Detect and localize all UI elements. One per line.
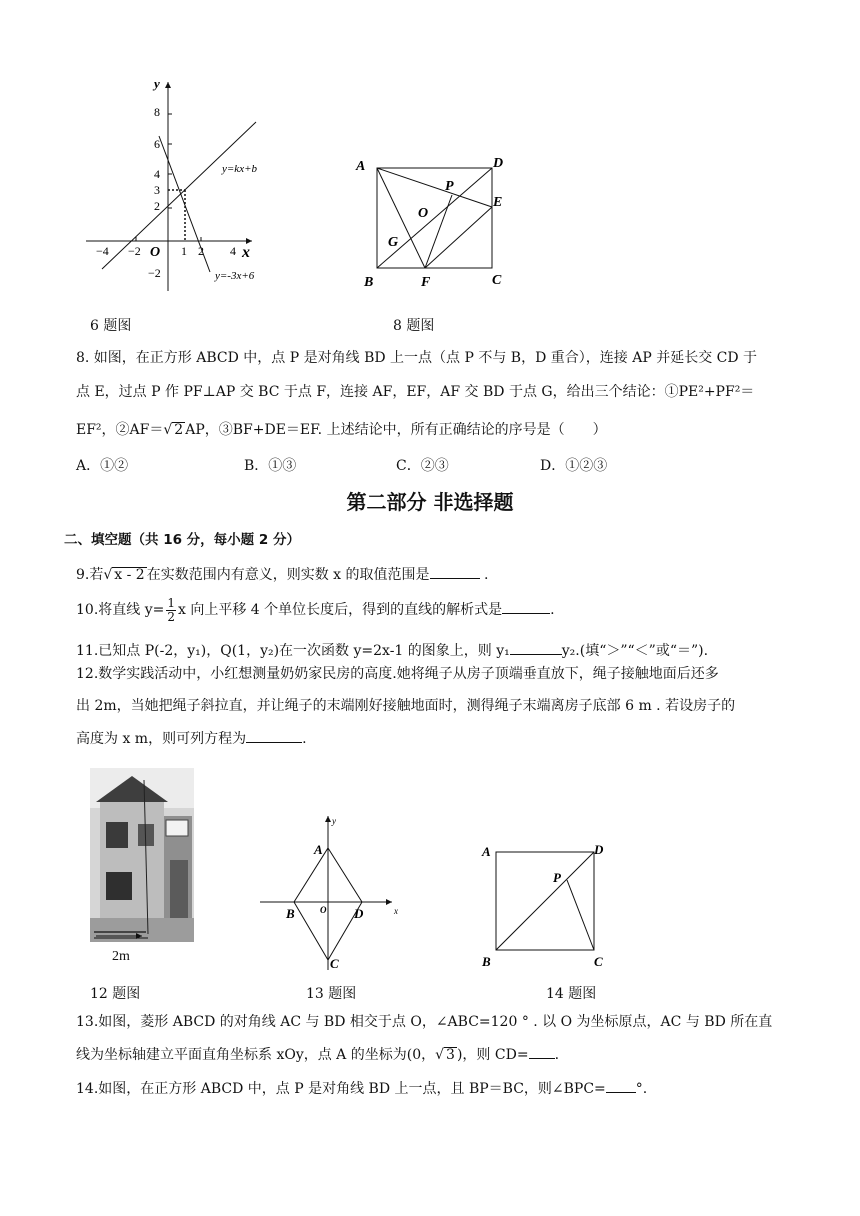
part-2-title: 第二部分 非选择题 <box>346 490 514 514</box>
q11 <box>76 640 708 661</box>
y-axis-label: y <box>154 76 160 91</box>
q10-den: 2 <box>167 609 175 624</box>
label-C: C <box>594 954 603 969</box>
label-G: G <box>388 235 399 250</box>
q9-sqrt: x - 2 <box>114 567 145 583</box>
q9-a: 9.若 <box>76 567 104 583</box>
q12-line3-a: 高度为 x m，则可列方程为 <box>76 731 247 747</box>
q9-c: . <box>479 567 489 583</box>
q8-line3-b: AP，③BF+DE＝EF. 上述结论中，所有正确结论的序号是（ ） <box>185 422 607 438</box>
x-tick-4: 4 <box>230 244 236 258</box>
line2-label: y=-3x+6 <box>215 270 255 282</box>
label-P: P <box>445 179 454 194</box>
q14-a: 14.如图，在正方形 ABCD 中，点 P 是对角线 BD 上一点，且 BP＝BC，则∠BPC= <box>76 1081 606 1097</box>
figure-6-caption: 6 题图 <box>90 318 132 334</box>
section-2-header: 二、填空题（共 16 分，每小题 2 分） <box>64 532 300 548</box>
q13-line2-c: . <box>554 1047 560 1063</box>
q8-line2: 点 E，过点 P 作 PF⊥AP 交 BC 于点 F，连接 AF，EF，AF 交 BD 于点 G，给出三个结论：①PE²+PF²＝ <box>76 384 755 400</box>
figure-13-caption: 13 题图 <box>306 986 357 1002</box>
q11-answer-blank <box>510 640 562 655</box>
label-A: A <box>314 842 323 857</box>
label-B: B <box>286 906 295 921</box>
label-A: A <box>356 159 366 174</box>
q13-sqrt: 3 <box>446 1047 455 1063</box>
line1-label: y=kx+b <box>222 163 257 175</box>
q13-line2-b: )，则 CD= <box>456 1047 529 1063</box>
q8-option-a: A．①② <box>76 458 129 474</box>
y-tick-2: 2 <box>154 199 160 213</box>
label-B: B <box>482 954 491 969</box>
q14 <box>76 1078 647 1099</box>
figure-13-rhombus <box>258 812 406 974</box>
label-B: B <box>364 275 374 290</box>
q11-a: 11.已知点 P(-2，y₁)，Q(1，y₂)在一次函数 y=2x-1 的图象上，则 y₁ <box>76 643 510 659</box>
q13-answer-blank <box>529 1044 555 1059</box>
q8-line3: EF²，②AF＝√ 2 AP，③BF+DE＝EF. 上述结论中，所有正确结论的序号是（ ） <box>76 422 607 438</box>
y-tick-neg2: −2 <box>148 266 161 280</box>
q14-answer-blank <box>606 1078 636 1093</box>
label-A: A <box>482 844 491 859</box>
q12-answer-blank <box>246 728 302 743</box>
figure-14-caption: 14 题图 <box>546 986 597 1002</box>
q12-line3-b: . <box>302 731 307 747</box>
q10-a: 10.将直线 y= <box>76 602 165 618</box>
label-D: D <box>354 906 364 921</box>
q13-line1: 13.如图，菱形 ABCD 的对角线 AC 与 BD 相交于点 O，∠ABC=120 ° . 以 O 为坐标原点，AC 与 BD 所在直 <box>76 1014 773 1030</box>
q11-b: y₂.(填“＞”“＜”或“＝”). <box>561 643 709 659</box>
label-O: O <box>320 905 327 915</box>
q14-b: °. <box>635 1081 648 1097</box>
y-tick-3: 3 <box>154 183 160 197</box>
q10-num: 1 <box>167 595 175 610</box>
y-tick-4: 4 <box>154 167 160 181</box>
label-y: y <box>332 816 336 826</box>
y-tick-8: 8 <box>154 105 160 119</box>
x-axis-label: x <box>242 244 250 261</box>
label-O: O <box>418 206 429 221</box>
x-tick-2: 2 <box>198 244 204 258</box>
label-D: D <box>594 842 604 857</box>
q9-answer-blank <box>430 564 480 579</box>
q12-line3 <box>76 728 307 749</box>
q9-b: 在实数范围内有意义，则实数 x 的取值范围是 <box>146 567 430 583</box>
q10-c: . <box>550 602 555 618</box>
q8-option-b: B．①③ <box>244 458 297 474</box>
q10 <box>76 596 555 624</box>
q10-answer-blank <box>502 599 550 614</box>
q12-line1: 12.数学实践活动中，小红想测量奶奶家民房的高度.她将绳子从房子顶端垂直放下，绳子接触地面后还多 <box>76 666 719 682</box>
figure-12-house-photo <box>90 768 194 968</box>
figure-8-caption: 8 题图 <box>393 318 435 334</box>
label-E: E <box>493 195 503 210</box>
figure-6-graph <box>84 74 284 296</box>
q8-sqrt: 2 <box>174 422 184 438</box>
label-x: x <box>394 906 398 916</box>
origin-label: O <box>150 245 161 260</box>
q13-line2: 线为坐标轴建立平面直角坐标系 xOy，点 A 的坐标为(0，√ 3 )，则 CD= . <box>76 1044 559 1065</box>
label-C: C <box>492 273 502 288</box>
q8-line3-a: EF²，②AF＝ <box>76 422 164 438</box>
label-P: P <box>553 870 561 885</box>
figure-12-caption: 12 题图 <box>90 986 141 1002</box>
y-tick-6: 6 <box>154 137 160 151</box>
label-F: F <box>421 275 431 290</box>
q10-b: x 向上平移 4 个单位长度后，得到的直线的解析式是 <box>178 602 503 618</box>
x-tick-neg2: −2 <box>128 244 141 258</box>
q12-line2: 出 2m，当她把绳子斜拉直，并让绳子的末端刚好接触地面时，测得绳子末端离房子底部 6 m . 若设房子的 <box>76 698 736 714</box>
label-D: D <box>493 156 504 171</box>
figure-12-label: 2m <box>112 949 130 964</box>
q8-line1: 8. 如图，在正方形 ABCD 中，点 P 是对角线 BD 上一点（点 P 不与 B，D 重合），连接 AP 并延长交 CD 于 <box>76 350 758 366</box>
q8-option-d: D．①②③ <box>540 458 608 474</box>
x-tick-neg4: −4 <box>96 244 109 258</box>
x-tick-1: 1 <box>181 244 187 258</box>
label-C: C <box>330 956 339 971</box>
figure-14-square <box>480 838 616 974</box>
q13-line2-a: 线为坐标轴建立平面直角坐标系 xOy，点 A 的坐标为(0， <box>76 1047 436 1063</box>
q10-fraction <box>166 597 176 624</box>
q9: 9.若√ x - 2 在实数范围内有意义，则实数 x 的取值范围是 . <box>76 564 488 585</box>
q8-option-c: C．②③ <box>396 458 449 474</box>
figure-8-square <box>352 150 524 292</box>
